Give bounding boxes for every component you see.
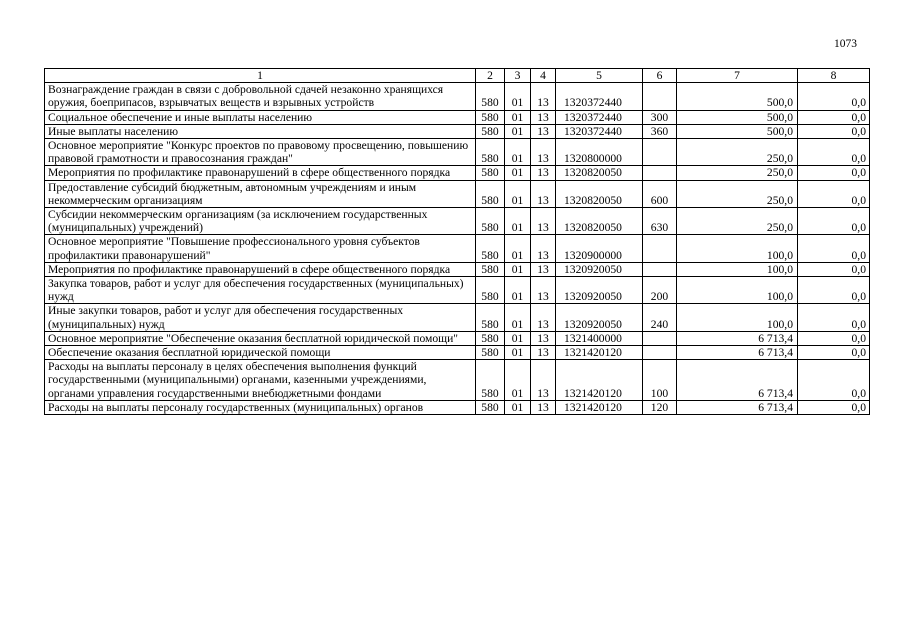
expense-type-code: 100 (643, 360, 677, 401)
table-row (45, 180, 870, 207)
amount: 6 713,4 (677, 360, 798, 401)
subsection-code: 13 (531, 262, 556, 276)
table-row (45, 124, 870, 138)
item-name: Расходы на выплаты персоналу в целях обеспечения выполнения функций государственными (муниципальными) органами, казенными учреждениями, органами управления государственными внебюджетными фондами (45, 360, 476, 401)
ministry-code: 580 (476, 331, 505, 345)
column-header: 8 (798, 69, 870, 83)
item-name: Закупка товаров, работ и услуг для обеспечения государственных (муниципальных) нужд (45, 277, 476, 304)
amount-2: 0,0 (798, 304, 870, 331)
expense-type-code (643, 262, 677, 276)
amount-2: 0,0 (798, 166, 870, 180)
page-number: 1073 (834, 38, 857, 50)
ministry-code: 580 (476, 400, 505, 414)
subsection-code: 13 (531, 139, 556, 166)
amount: 6 713,4 (677, 331, 798, 345)
expense-type-code: 200 (643, 277, 677, 304)
table-row (45, 400, 870, 414)
amount-2: 0,0 (798, 331, 870, 345)
amount-2: 0,0 (798, 180, 870, 207)
column-header: 3 (505, 69, 531, 83)
expense-type-code (643, 166, 677, 180)
expense-type-code: 630 (643, 208, 677, 235)
target-article-code: 1320372440 (556, 110, 643, 124)
ministry-code: 580 (476, 360, 505, 401)
ministry-code: 580 (476, 346, 505, 360)
item-name: Основное мероприятие "Конкурс проектов по правовому просвещению, повышению правовой грамотности и правосознания граждан" (45, 139, 476, 166)
subsection-code: 13 (531, 110, 556, 124)
section-code: 01 (505, 166, 531, 180)
target-article-code: 1320900000 (556, 235, 643, 262)
amount-2: 0,0 (798, 277, 870, 304)
target-article-code: 1321400000 (556, 331, 643, 345)
target-article-code: 1320372440 (556, 83, 643, 110)
section-code: 01 (505, 360, 531, 401)
target-article-code: 1320372440 (556, 124, 643, 138)
ministry-code: 580 (476, 208, 505, 235)
ministry-code: 580 (476, 124, 505, 138)
section-code: 01 (505, 208, 531, 235)
expense-type-code: 120 (643, 400, 677, 414)
amount: 500,0 (677, 124, 798, 138)
section-code: 01 (505, 110, 531, 124)
column-header: 6 (643, 69, 677, 83)
expense-type-code: 300 (643, 110, 677, 124)
table-row (45, 262, 870, 276)
amount-2: 0,0 (798, 235, 870, 262)
item-name: Иные закупки товаров, работ и услуг для обеспечения государственных (муниципальных) нужд (45, 304, 476, 331)
table-header-row (45, 69, 870, 83)
table-row (45, 208, 870, 235)
expense-type-code (643, 331, 677, 345)
ministry-code: 580 (476, 166, 505, 180)
table-row (45, 235, 870, 262)
ministry-code: 580 (476, 235, 505, 262)
target-article-code: 1320820050 (556, 208, 643, 235)
subsection-code: 13 (531, 331, 556, 345)
subsection-code: 13 (531, 277, 556, 304)
section-code: 01 (505, 304, 531, 331)
amount-2: 0,0 (798, 400, 870, 414)
subsection-code: 13 (531, 346, 556, 360)
amount-2: 0,0 (798, 262, 870, 276)
target-article-code: 1321420120 (556, 360, 643, 401)
ministry-code: 580 (476, 139, 505, 166)
amount-2: 0,0 (798, 110, 870, 124)
target-article-code: 1321420120 (556, 346, 643, 360)
column-header: 4 (531, 69, 556, 83)
table-row (45, 346, 870, 360)
item-name: Обеспечение оказания бесплатной юридической помощи (45, 346, 476, 360)
amount: 100,0 (677, 277, 798, 304)
subsection-code: 13 (531, 180, 556, 207)
target-article-code: 1320800000 (556, 139, 643, 166)
expense-type-code (643, 139, 677, 166)
table-row (45, 360, 870, 401)
table-row (45, 331, 870, 345)
subsection-code: 13 (531, 304, 556, 331)
target-article-code: 1321420120 (556, 400, 643, 414)
item-name: Вознаграждение граждан в связи с добровольной сдачей незаконно хранящихся оружия, боеприпасов, взрывчатых веществ и взрывных устройств (45, 83, 476, 110)
column-header: 7 (677, 69, 798, 83)
subsection-code: 13 (531, 235, 556, 262)
section-code: 01 (505, 262, 531, 276)
table-row (45, 304, 870, 331)
ministry-code: 580 (476, 262, 505, 276)
table-row (45, 277, 870, 304)
column-header: 1 (45, 69, 476, 83)
amount: 100,0 (677, 304, 798, 331)
amount: 100,0 (677, 262, 798, 276)
amount: 6 713,4 (677, 346, 798, 360)
section-code: 01 (505, 180, 531, 207)
target-article-code: 1320820050 (556, 180, 643, 207)
section-code: 01 (505, 400, 531, 414)
budget-table (44, 68, 870, 415)
table-row (45, 166, 870, 180)
item-name: Основное мероприятие "Повышение профессионального уровня субъектов профилактики правонарушений" (45, 235, 476, 262)
section-code: 01 (505, 139, 531, 166)
amount: 500,0 (677, 110, 798, 124)
amount: 250,0 (677, 208, 798, 235)
subsection-code: 13 (531, 360, 556, 401)
expense-type-code (643, 235, 677, 262)
amount-2: 0,0 (798, 346, 870, 360)
item-name: Иные выплаты населению (45, 124, 476, 138)
item-name: Мероприятия по профилактике правонарушений в сфере общественного порядка (45, 166, 476, 180)
subsection-code: 13 (531, 166, 556, 180)
item-name: Субсидии некоммерческим организациям (за исключением государственных (муниципальных) учреждений) (45, 208, 476, 235)
subsection-code: 13 (531, 124, 556, 138)
amount-2: 0,0 (798, 139, 870, 166)
amount-2: 0,0 (798, 124, 870, 138)
amount: 500,0 (677, 83, 798, 110)
section-code: 01 (505, 277, 531, 304)
section-code: 01 (505, 124, 531, 138)
section-code: 01 (505, 331, 531, 345)
amount: 6 713,4 (677, 400, 798, 414)
expense-type-code: 360 (643, 124, 677, 138)
table-row (45, 139, 870, 166)
ministry-code: 580 (476, 110, 505, 124)
expense-type-code: 600 (643, 180, 677, 207)
amount: 100,0 (677, 235, 798, 262)
ministry-code: 580 (476, 277, 505, 304)
item-name: Расходы на выплаты персоналу государственных (муниципальных) органов (45, 400, 476, 414)
amount: 250,0 (677, 166, 798, 180)
section-code: 01 (505, 235, 531, 262)
column-header: 5 (556, 69, 643, 83)
expense-type-code (643, 346, 677, 360)
column-header: 2 (476, 69, 505, 83)
subsection-code: 13 (531, 208, 556, 235)
target-article-code: 1320920050 (556, 277, 643, 304)
subsection-code: 13 (531, 400, 556, 414)
ministry-code: 580 (476, 83, 505, 110)
expense-type-code (643, 83, 677, 110)
table-row (45, 83, 870, 110)
item-name: Мероприятия по профилактике правонарушений в сфере общественного порядка (45, 262, 476, 276)
amount-2: 0,0 (798, 208, 870, 235)
table-row (45, 110, 870, 124)
section-code: 01 (505, 346, 531, 360)
ministry-code: 580 (476, 304, 505, 331)
amount: 250,0 (677, 180, 798, 207)
expense-type-code: 240 (643, 304, 677, 331)
ministry-code: 580 (476, 180, 505, 207)
subsection-code: 13 (531, 83, 556, 110)
target-article-code: 1320920050 (556, 262, 643, 276)
section-code: 01 (505, 83, 531, 110)
item-name: Основное мероприятие "Обеспечение оказания бесплатной юридической помощи" (45, 331, 476, 345)
item-name: Социальное обеспечение и иные выплаты населению (45, 110, 476, 124)
amount-2: 0,0 (798, 360, 870, 401)
target-article-code: 1320920050 (556, 304, 643, 331)
item-name: Предоставление субсидий бюджетным, автономным учреждениям и иным некоммерческим организациям (45, 180, 476, 207)
amount-2: 0,0 (798, 83, 870, 110)
amount: 250,0 (677, 139, 798, 166)
target-article-code: 1320820050 (556, 166, 643, 180)
